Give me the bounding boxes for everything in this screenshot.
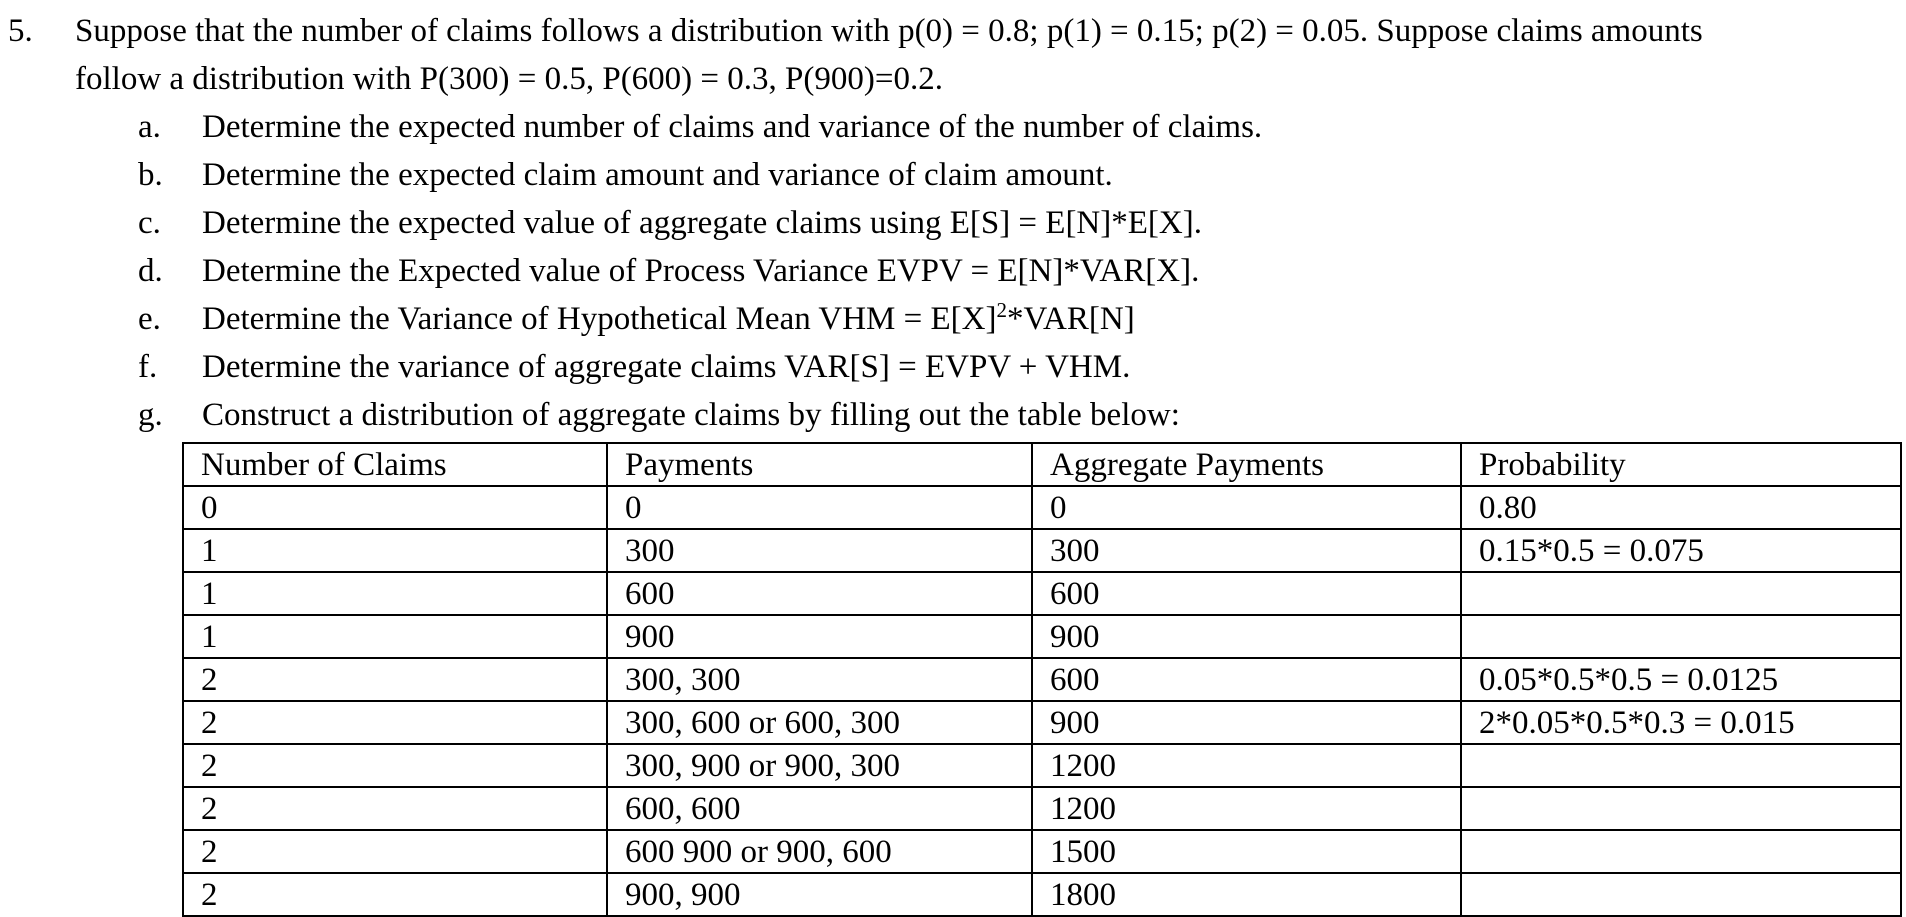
table-row — [183, 873, 1901, 916]
header-aggregate-payments: Aggregate Payments — [1032, 443, 1461, 486]
cell-probability — [1461, 744, 1901, 787]
table-row — [183, 658, 1901, 701]
part-letter: g. — [138, 397, 163, 433]
part-letter: e. — [138, 301, 161, 337]
cell-number-of-claims: 2 — [183, 830, 607, 873]
part-text: Determine the Expected value of Process Variance EVPV = E[N]*VAR[X]. — [202, 253, 1200, 289]
cell-payments: 300, 600 or 600, 300 — [607, 701, 1032, 744]
superscript: 2 — [996, 298, 1007, 322]
question-number: 5. — [8, 13, 33, 49]
cell-payments: 300 — [607, 529, 1032, 572]
part-text-before: Determine the Variance of Hypothetical Mean VHM = E[X] — [202, 301, 997, 337]
cell-aggregate-payments: 300 — [1032, 529, 1461, 572]
cell-payments: 0 — [607, 486, 1032, 529]
cell-payments: 600 — [607, 572, 1032, 615]
cell-aggregate-payments: 1200 — [1032, 787, 1461, 830]
table-row — [183, 787, 1901, 830]
part-letter: d. — [138, 253, 163, 289]
table-row — [183, 830, 1901, 873]
table-row — [183, 486, 1901, 529]
cell-probability — [1461, 572, 1901, 615]
part-text: Determine the expected value of aggregate claims using E[S] = E[N]*E[X]. — [202, 205, 1202, 241]
cell-aggregate-payments: 600 — [1032, 572, 1461, 615]
cell-payments: 900 — [607, 615, 1032, 658]
part-letter: a. — [138, 109, 161, 145]
table-row — [183, 744, 1901, 787]
part-text: Determine the expected number of claims and variance of the number of claims. — [202, 109, 1263, 145]
table-header-row — [183, 443, 1901, 486]
cell-probability — [1461, 787, 1901, 830]
table-row — [183, 529, 1901, 572]
cell-probability: 0.80 — [1461, 486, 1901, 529]
part-text: Construct a distribution of aggregate claims by filling out the table below: — [202, 397, 1180, 433]
cell-number-of-claims: 1 — [183, 572, 607, 615]
cell-number-of-claims: 2 — [183, 658, 607, 701]
part-text: Determine the variance of aggregate claims VAR[S] = EVPV + VHM. — [202, 349, 1131, 385]
cell-aggregate-payments: 900 — [1032, 701, 1461, 744]
cell-payments: 600, 600 — [607, 787, 1032, 830]
cell-probability — [1461, 830, 1901, 873]
header-payments: Payments — [607, 443, 1032, 486]
cell-aggregate-payments: 600 — [1032, 658, 1461, 701]
table-row — [183, 701, 1901, 744]
cell-payments: 900, 900 — [607, 873, 1032, 916]
header-number-of-claims: Number of Claims — [183, 443, 607, 486]
question-text-line-2: follow a distribution with P(300) = 0.5, P(600) = 0.3, P(900)=0.2. — [75, 61, 943, 97]
cell-probability — [1461, 615, 1901, 658]
cell-aggregate-payments: 1200 — [1032, 744, 1461, 787]
header-probability: Probability — [1461, 443, 1901, 486]
aggregate-claims-table — [182, 442, 1902, 917]
cell-number-of-claims: 2 — [183, 787, 607, 830]
cell-number-of-claims: 1 — [183, 529, 607, 572]
cell-probability: 2*0.05*0.5*0.3 = 0.015 — [1461, 701, 1901, 744]
part-letter: c. — [138, 205, 161, 241]
cell-probability: 0.05*0.5*0.5 = 0.0125 — [1461, 658, 1901, 701]
table-row — [183, 572, 1901, 615]
cell-aggregate-payments: 900 — [1032, 615, 1461, 658]
cell-payments: 300, 900 or 900, 300 — [607, 744, 1032, 787]
cell-number-of-claims: 2 — [183, 744, 607, 787]
cell-number-of-claims: 0 — [183, 486, 607, 529]
part-letter: f. — [138, 349, 158, 385]
cell-probability — [1461, 873, 1901, 916]
part-text-after: *VAR[N] — [1006, 301, 1135, 337]
cell-aggregate-payments: 0 — [1032, 486, 1461, 529]
cell-number-of-claims: 2 — [183, 701, 607, 744]
cell-payments: 600 900 or 900, 600 — [607, 830, 1032, 873]
cell-aggregate-payments: 1500 — [1032, 830, 1461, 873]
cell-number-of-claims: 2 — [183, 873, 607, 916]
cell-aggregate-payments: 1800 — [1032, 873, 1461, 916]
part-letter: b. — [138, 157, 163, 193]
cell-probability: 0.15*0.5 = 0.075 — [1461, 529, 1901, 572]
part-text — [202, 299, 1135, 339]
part-text: Determine the expected claim amount and variance of claim amount. — [202, 157, 1113, 193]
table-row — [183, 615, 1901, 658]
question-text-line-1: Suppose that the number of claims follows a distribution with p(0) = 0.8; p(1) = 0.15; p(2) = 0.05. Suppose claims amounts — [75, 13, 1703, 49]
cell-payments: 300, 300 — [607, 658, 1032, 701]
cell-number-of-claims: 1 — [183, 615, 607, 658]
